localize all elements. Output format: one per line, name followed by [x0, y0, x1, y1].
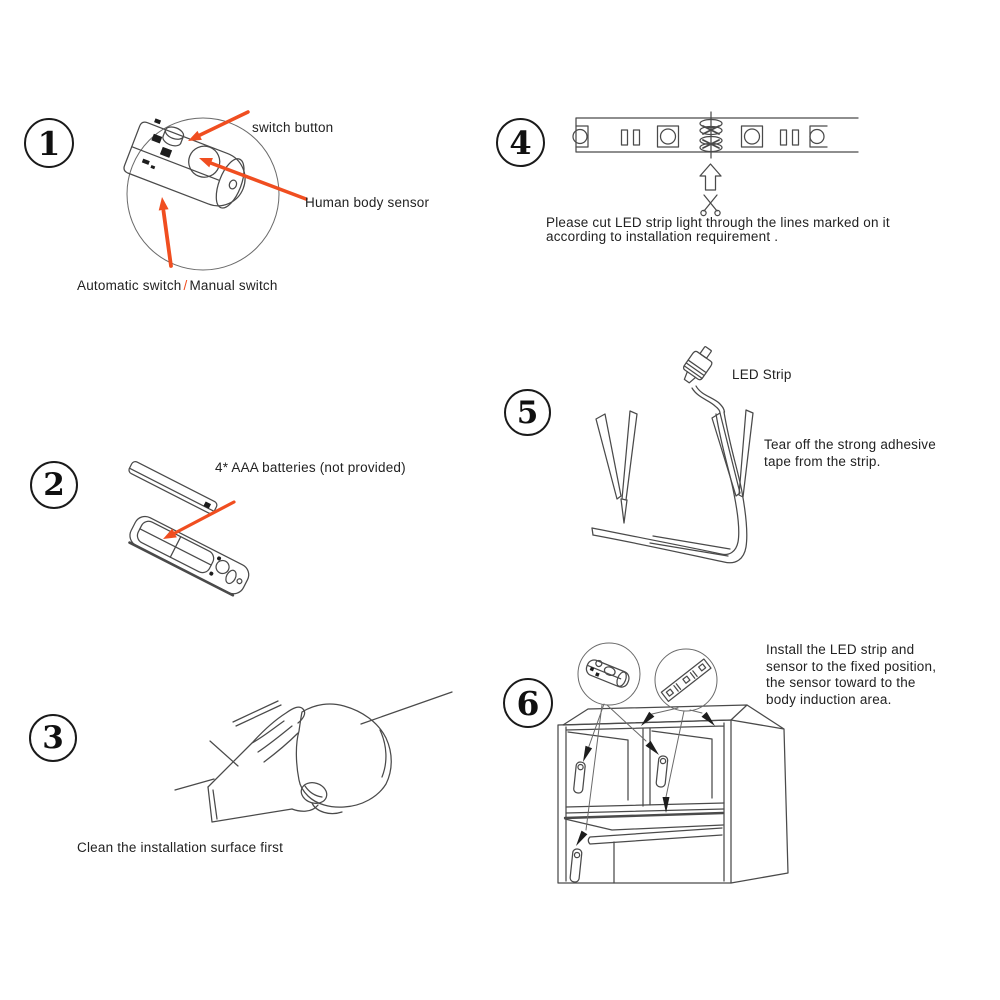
sensor-units-installed: [570, 756, 668, 883]
step6-install-illustration: [558, 643, 788, 883]
battery-cover: [128, 460, 219, 515]
label-clean-surface: Clean the installation surface first: [77, 840, 284, 855]
scissors-icon: [701, 195, 720, 216]
label-mode-switch: [77, 278, 278, 293]
label-manual-switch: Manual switch: [189, 278, 278, 293]
step4-cut-strip-illustration: [573, 112, 858, 216]
magnifier-circle-strip: [655, 649, 717, 711]
led-strip-band: [592, 412, 747, 563]
label-led-strip: LED Strip: [732, 367, 792, 382]
step1-badge: [24, 118, 74, 168]
step3-cleaning-illustration: [175, 692, 452, 822]
install-line1: Install the LED strip and: [766, 642, 915, 657]
arrow-to-mode-switch: [159, 197, 171, 266]
step5-badge: [504, 389, 551, 436]
label-tear-tape: [764, 436, 936, 470]
install-line4: body induction area.: [766, 691, 892, 707]
screw-hole: [228, 179, 238, 190]
step2-number: 2: [43, 467, 65, 503]
label-batteries: 4* AAA batteries (not provided): [215, 460, 406, 475]
label-install-instruction: [766, 642, 936, 708]
magnified-sensor-device: [584, 657, 631, 689]
tear-tape-line1: Tear off the strong adhesive: [764, 437, 936, 452]
tear-tape-line2: tape from the strip.: [764, 454, 881, 469]
label-human-body-sensor: Human body sensor: [305, 195, 430, 210]
surface-edge-right: [361, 692, 452, 724]
step5-peel-tape-illustration: [592, 343, 753, 563]
dc-plug: [678, 343, 718, 388]
label-automatic-switch: Automatic switch: [77, 278, 182, 293]
peeled-tape-left: [596, 411, 637, 523]
step2-battery-illustration: [126, 460, 253, 598]
label-slash: /: [183, 278, 188, 293]
cut-here-up-arrow: [700, 164, 721, 190]
power-wire: [696, 386, 725, 412]
surface-edge-left: [210, 741, 238, 766]
step1-number: 1: [37, 123, 61, 163]
step3-number: 3: [42, 720, 64, 756]
step2-badge: [30, 461, 78, 509]
step5-number: 5: [516, 394, 539, 431]
step6-number: 6: [516, 683, 540, 723]
cut-instruction-line1: Please cut LED strip light through the lines marked on it: [546, 215, 890, 230]
label-cut-instruction: [546, 216, 890, 244]
cabinet: [558, 705, 788, 883]
step1-sensor-unit-illustration: [122, 112, 306, 270]
magnified-led-strip: [661, 659, 711, 701]
step3-badge: [29, 714, 77, 762]
step4-number: 4: [509, 123, 532, 162]
label-switch-button: switch button: [252, 120, 334, 135]
sensor-device: [122, 114, 255, 214]
cut-instruction-line2: according to installation requirement .: [546, 229, 779, 244]
magnifier-circle: [127, 118, 279, 270]
step6-badge: [503, 678, 553, 728]
install-line3: the sensor toward to the: [766, 675, 916, 690]
step4-badge: [496, 118, 545, 167]
cleaning-cloth: [296, 704, 391, 807]
cut-mark: [700, 112, 722, 158]
thumb: [299, 779, 330, 806]
install-line2: sensor to the fixed position,: [766, 658, 937, 674]
